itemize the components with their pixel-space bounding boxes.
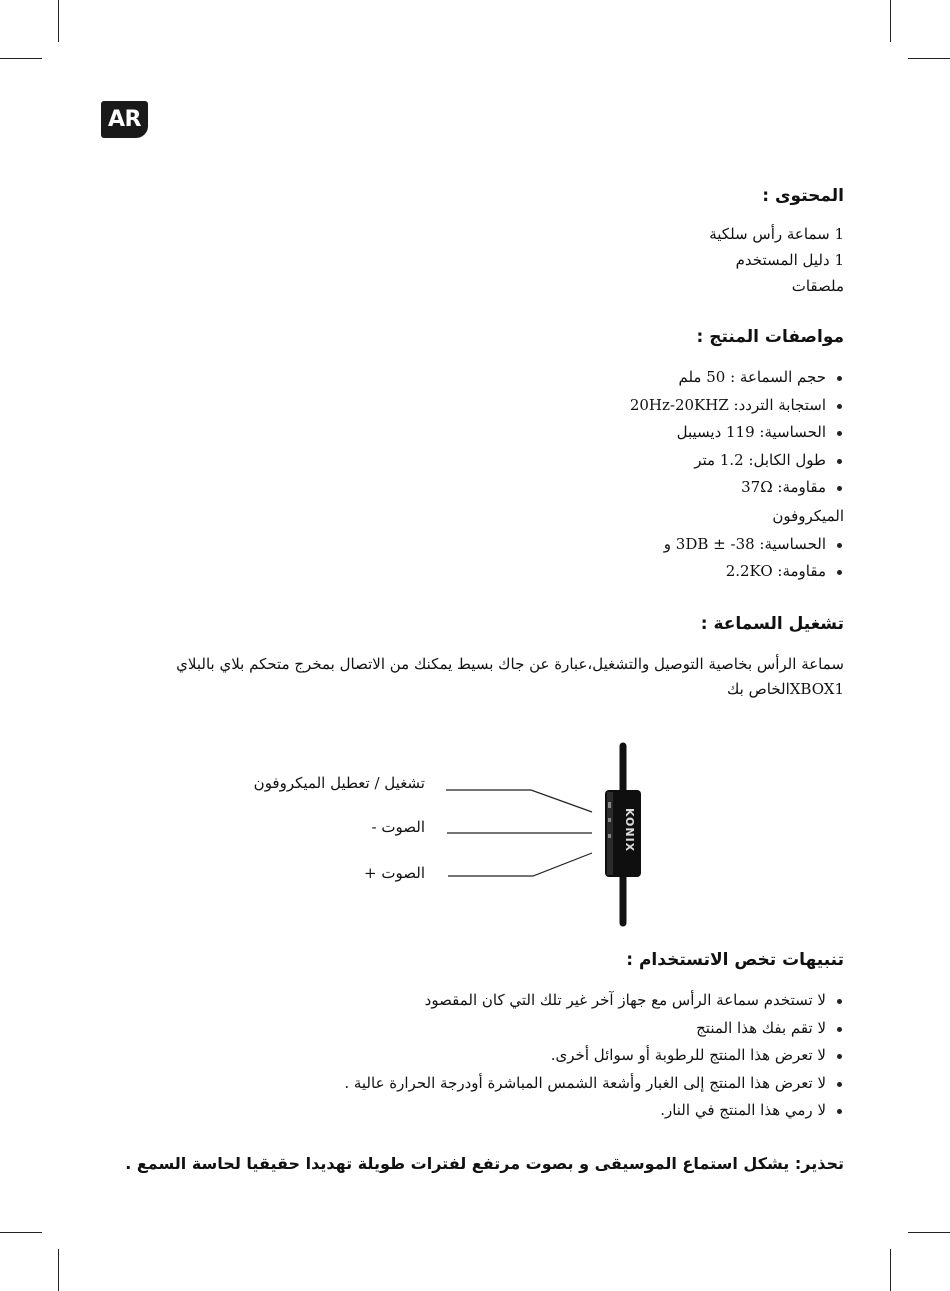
label-mic-toggle: تشغيل / تعطيل الميكروفون	[253, 774, 425, 792]
mic-specs-list	[630, 531, 844, 586]
contents-item: 1 سماعة رأس سلكية	[709, 225, 844, 243]
specs-list	[630, 364, 844, 502]
crop-mark	[890, 0, 891, 42]
notice-item: لا تستخدم سماعة الرأس مع جهاز آخر غير تلك التي كان المقصود	[344, 987, 844, 1015]
crop-mark	[58, 1249, 59, 1291]
hearing-warning: تحذير: يشكل استماع الموسيقى و بصوت مرتفع لفترات طويلة تهديدا حقيقيا لحاسة السمع .	[125, 1154, 844, 1173]
inline-remote-diagram	[0, 740, 950, 935]
spec-item: مقاومة: 37Ω	[630, 474, 844, 502]
operation-heading: تشغيل السماعة :	[700, 614, 844, 634]
crop-mark	[58, 0, 59, 42]
contents-item: ملصقات	[791, 277, 844, 295]
spec-item: الحساسية: 119 ديسيبل	[630, 419, 844, 447]
spec-item: حجم السماعة : 50 ملم	[630, 364, 844, 392]
notice-item: لا تعرض هذا المنتج للرطوبة أو سوائل أخرى.	[344, 1042, 844, 1070]
notice-item: لا تعرض هذا المنتج إلى الغبار وأشعة الشمس المباشرة أودرجة الحرارة عالية .	[344, 1070, 844, 1098]
mic-spec-item: الحساسية: 38- ± 3DB و	[630, 531, 844, 559]
spec-item: استجابة التردد: 20Hz-20KHZ	[630, 392, 844, 420]
notice-item: لا تقم بفك هذا المنتج	[344, 1015, 844, 1043]
contents-heading: المحتوى :	[762, 186, 844, 206]
contents-list	[709, 221, 844, 299]
mic-label: الميكروفون	[772, 506, 844, 525]
notices-block	[344, 987, 844, 1125]
crop-mark	[908, 58, 950, 59]
notice-item: لا رمي هذا المنتج في النار.	[344, 1097, 844, 1125]
mic-spec-item: مقاومة: 2.2KO	[630, 558, 844, 586]
operation-text: سماعة الرأس بخاصية التوصيل والتشغيل،عبارة عن جاك بسيط يمكنك من الاتصال بمخرج متحكم بلاي بالبلاي XBOX1الخاص بك	[176, 655, 844, 698]
label-volume-down: الصوت -	[371, 818, 425, 836]
brand-logo-text: KONIX	[623, 808, 636, 853]
crop-mark	[890, 1249, 891, 1291]
crop-mark	[0, 58, 42, 59]
crop-mark	[0, 1232, 42, 1233]
spec-item: طول الكابل: 1.2 متر	[630, 447, 844, 475]
leader-line-vol-up	[448, 853, 592, 876]
label-volume-up: الصوت +	[364, 864, 425, 882]
leader-line-mic	[446, 790, 592, 812]
crop-mark	[908, 1232, 950, 1233]
specs-block	[630, 364, 844, 586]
language-badge: AR	[101, 101, 148, 138]
notices-heading: تنبيهات تخص الاتستخدام :	[626, 950, 844, 970]
notices-list	[344, 987, 844, 1125]
contents-item: 1 دليل المستخدم	[735, 251, 844, 269]
specs-heading: مواصفات المنتج :	[696, 327, 844, 347]
